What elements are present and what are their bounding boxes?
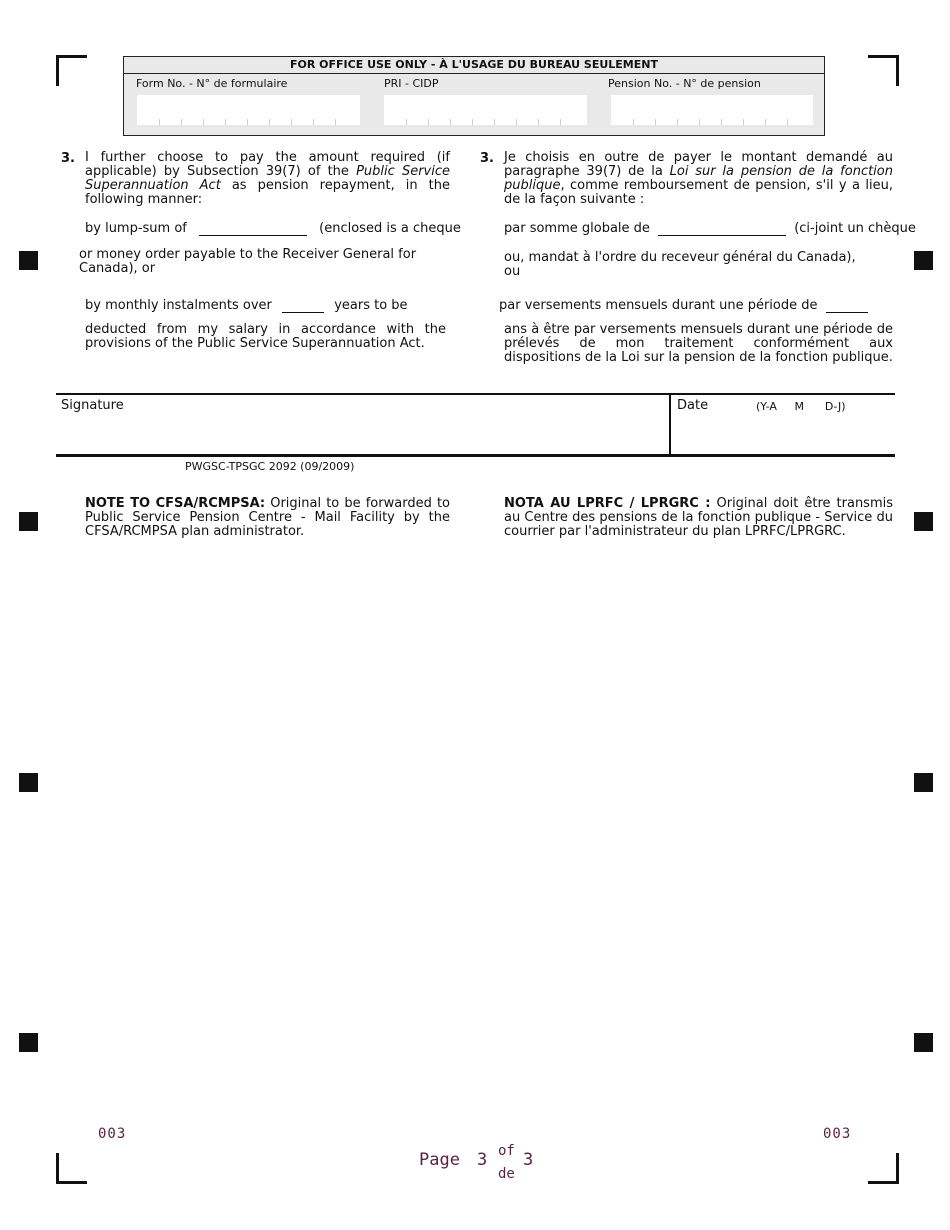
crop-mark-top-left xyxy=(56,55,87,86)
lump-sum-amount-field[interactable] xyxy=(199,235,307,236)
french-ans: ans à être par versements mensuels durant une période de prélevés de mon traitement conformément aux dispositions de la Loi sur la pension de la fonction publique. xyxy=(504,322,893,365)
page-code-right: 003 xyxy=(823,1126,852,1142)
section-number: 3. xyxy=(61,151,75,166)
registration-mark xyxy=(914,773,933,792)
pri-label: PRI - CIDP xyxy=(384,77,439,90)
crop-mark-top-right xyxy=(868,55,899,86)
page-de: de xyxy=(498,1166,515,1182)
english-monthly: by monthly instalments over years to be xyxy=(85,298,408,313)
office-use-box xyxy=(123,56,825,136)
note-french: NOTA AU LPRFC / LPRGRC : Original doit être transmis au Centre des pensions de la fonction publique - Service du courrier par l'administrateur du plan LPRFC/LPRGRC. xyxy=(504,496,893,539)
english-deducted: deducted from my salary in accordance with the provisions of the Public Service Superannuation Act. xyxy=(85,322,446,351)
registration-mark xyxy=(914,512,933,531)
page-current: 3 xyxy=(477,1150,488,1170)
page-total: 3 xyxy=(523,1150,534,1170)
note-english: NOTE TO CFSA/RCMPSA: Original to be forwarded to Public Service Pension Centre - Mail Facility by the CFSA/RCMPSA plan administrator. xyxy=(85,496,450,539)
periode-field[interactable] xyxy=(826,312,868,313)
french-money-order: ou, mandat à l'ordre du receveur général du Canada), ou xyxy=(504,250,856,279)
office-use-title: FOR OFFICE USE ONLY - À L'USAGE DU BUREAU SEULEMENT xyxy=(124,57,824,74)
crop-mark-bottom-left xyxy=(56,1153,87,1184)
date-format: (Y-A M D-J) xyxy=(756,400,846,413)
date-label: Date xyxy=(677,398,709,413)
divider xyxy=(56,454,895,457)
page-code-left: 003 xyxy=(98,1126,127,1142)
signature-label: Signature xyxy=(61,398,124,413)
monthly-years-field[interactable] xyxy=(282,312,324,313)
pension-no-field[interactable] xyxy=(611,95,813,125)
registration-mark xyxy=(19,1033,38,1052)
french-monthly: par versements mensuels durant une période de xyxy=(499,298,872,313)
form-code: PWGSC-TPSGC 2092 (09/2009) xyxy=(185,460,355,473)
french-lump-sum: par somme globale de (ci-joint un chèque xyxy=(504,221,916,236)
pri-field[interactable] xyxy=(384,95,587,125)
registration-mark xyxy=(914,1033,933,1052)
registration-mark xyxy=(914,251,933,270)
divider xyxy=(56,393,895,395)
registration-mark xyxy=(19,251,38,270)
english-money-order: or money order payable to the Receiver General for Canada), or xyxy=(79,247,417,276)
date-field[interactable] xyxy=(672,414,892,452)
somme-globale-field[interactable] xyxy=(658,235,786,236)
pension-no-label: Pension No. - N° de pension xyxy=(608,77,761,90)
english-intro: I further choose to pay the amount required (if applicable) by Subsection 39(7) of the Public Service Superannuation Act as pension repayment, in the following manner: xyxy=(85,150,450,207)
english-lump-sum: by lump-sum of (enclosed is a cheque xyxy=(85,221,461,236)
page-of: of xyxy=(498,1143,515,1159)
divider xyxy=(669,393,671,455)
section-number-fr: 3. xyxy=(480,151,494,166)
registration-mark xyxy=(19,773,38,792)
french-intro: Je choisis en outre de payer le montant demandé au paragraphe 39(7) de la Loi sur la pension de la fonction publique, comme remboursement de pension, s'il y a lieu, de la façon suivante : xyxy=(504,150,893,207)
form-no-field[interactable] xyxy=(137,95,360,125)
signature-field[interactable] xyxy=(57,414,667,452)
registration-mark xyxy=(19,512,38,531)
form-no-label: Form No. - N° de formulaire xyxy=(136,77,288,90)
crop-mark-bottom-right xyxy=(868,1153,899,1184)
page-word: Page xyxy=(419,1150,460,1170)
